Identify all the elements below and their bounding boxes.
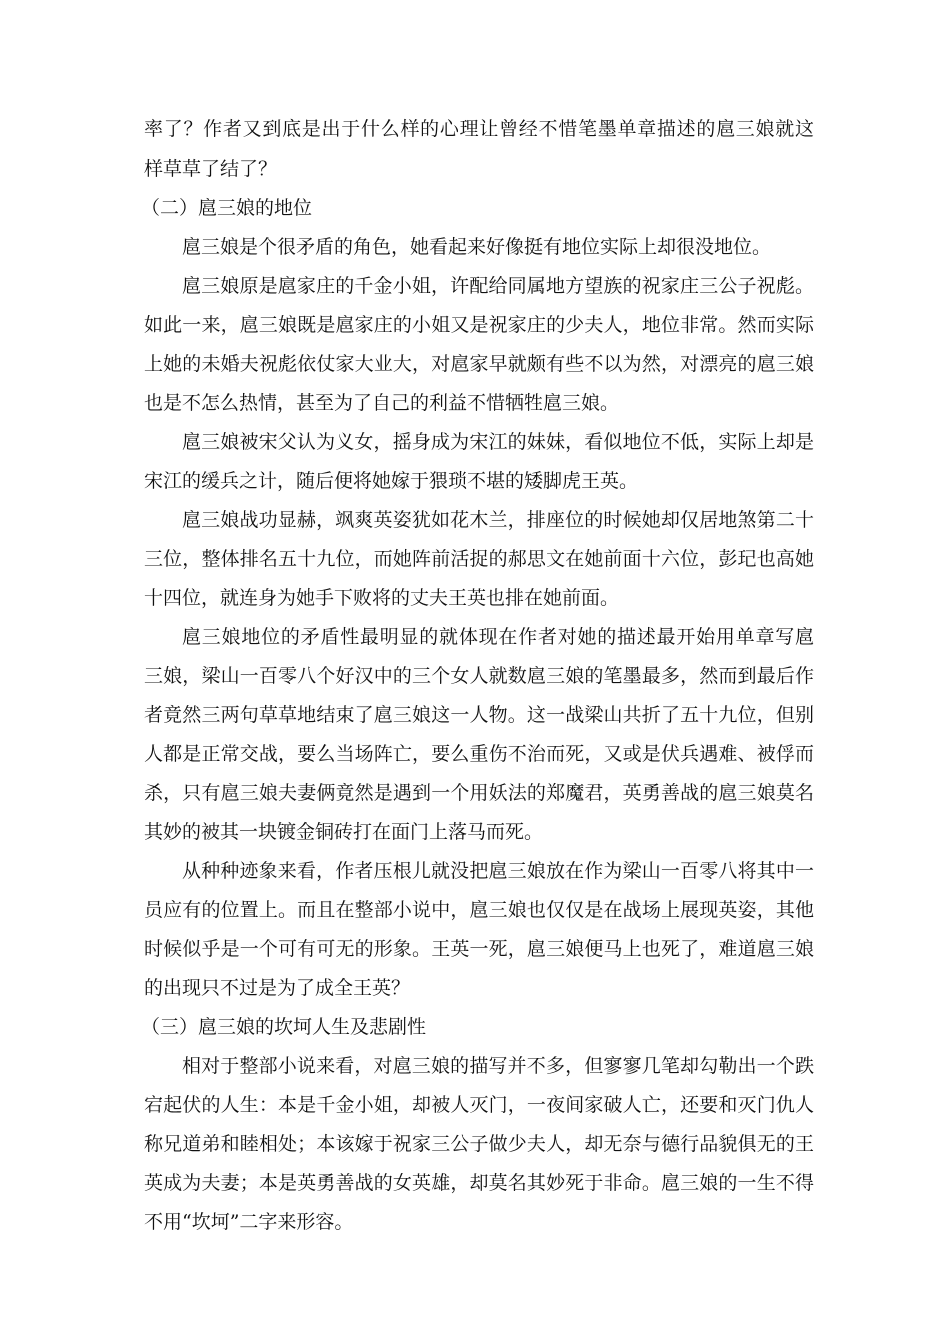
body-line: 扈三娘被宋父认为义女，摇身成为宋江的妹妹，看似地位不低，实际上却是: [182, 431, 814, 453]
body-line: 三位，整体排名五十九位，而她阵前活捉的郝思文在她前面十六位，彭玘也高她: [144, 548, 814, 570]
body-line: 的出现只不过是为了成全王英？: [144, 977, 411, 999]
section-heading: （三）扈三娘的坎坷人生及悲剧性: [141, 1016, 427, 1038]
body-line: 扈三娘原是扈家庄的千金小姐，许配给同属地方望族的祝家庄三公子祝彪。: [182, 275, 814, 297]
body-line: 不用“坎坷”二字来形容。: [144, 1211, 354, 1233]
body-line: 相对于整部小说来看，对扈三娘的描写并不多，但寥寥几笔却勾勒出一个跌: [182, 1055, 814, 1077]
body-line: 上她的未婚夫祝彪依仗家大业大，对扈家早就颇有些不以为然，对漂亮的扈三娘: [144, 353, 814, 375]
body-line: 扈三娘战功显赫，飒爽英姿犹如花木兰，排座位的时候她却仅居地煞第二十: [182, 509, 814, 531]
body-line: 人都是正常交战，要么当场阵亡，要么重伤不治而死，又或是伏兵遇难、被俘而: [144, 743, 814, 765]
body-line: 其妙的被其一块镀金铜砖打在面门上落马而死。: [144, 821, 544, 843]
body-line: 员应有的位置上。而且在整部小说中，扈三娘也仅仅是在战场上展现英姿，其他: [144, 899, 814, 921]
body-line: 扈三娘是个很矛盾的角色，她看起来好像挺有地位实际上却很没地位。: [182, 236, 772, 258]
body-line: 三娘，梁山一百零八个好汉中的三个女人就数扈三娘的笔墨最多，然而到最后作: [144, 665, 814, 687]
body-line: 如此一来，扈三娘既是扈家庄的小姐又是祝家庄的少夫人，地位非常。然而实际: [144, 314, 814, 336]
body-line: 扈三娘地位的矛盾性最明显的就体现在作者对她的描述最开始用单章写扈: [182, 626, 814, 648]
body-line: 率了？作者又到底是出于什么样的心理让曾经不惜笔墨单章描述的扈三娘就这: [144, 118, 814, 140]
body-line: 时候似乎是一个可有可无的形象。王英一死，扈三娘便马上也死了，难道扈三娘: [144, 938, 814, 960]
body-line: 宋江的缓兵之计，随后便将她嫁于猥琐不堪的矮脚虎王英。: [144, 470, 639, 492]
body-line: 从种种迹象来看，作者压根儿就没把扈三娘放在作为梁山一百零八将其中一: [182, 860, 814, 882]
body-line: 宕起伏的人生：本是千金小姐，却被人灭门，一夜间家破人亡，还要和灭门仇人: [144, 1094, 814, 1116]
body-line: 杀，只有扈三娘夫妻俩竟然是遇到一个用妖法的郑魔君，英勇善战的扈三娘莫名: [144, 782, 814, 804]
body-line: 称兄道弟和睦相处；本该嫁于祝家三公子做少夫人，却无奈与德行品貌俱无的王: [144, 1133, 814, 1155]
body-line: 也是不怎么热情，甚至为了自己的利益不惜牺牲扈三娘。: [144, 392, 620, 414]
body-line: 英成为夫妻；本是英勇善战的女英雄，却莫名其妙死于非命。扈三娘的一生不得: [144, 1172, 814, 1194]
section-heading: （二）扈三娘的地位: [141, 197, 313, 219]
body-line: 十四位，就连身为她手下败将的丈夫王英也排在她前面。: [144, 587, 620, 609]
body-line: 样草草了结了？: [144, 158, 278, 180]
body-line: 者竟然三两句草草地结束了扈三娘这一人物。这一战梁山共折了五十九位，但别: [144, 704, 814, 726]
